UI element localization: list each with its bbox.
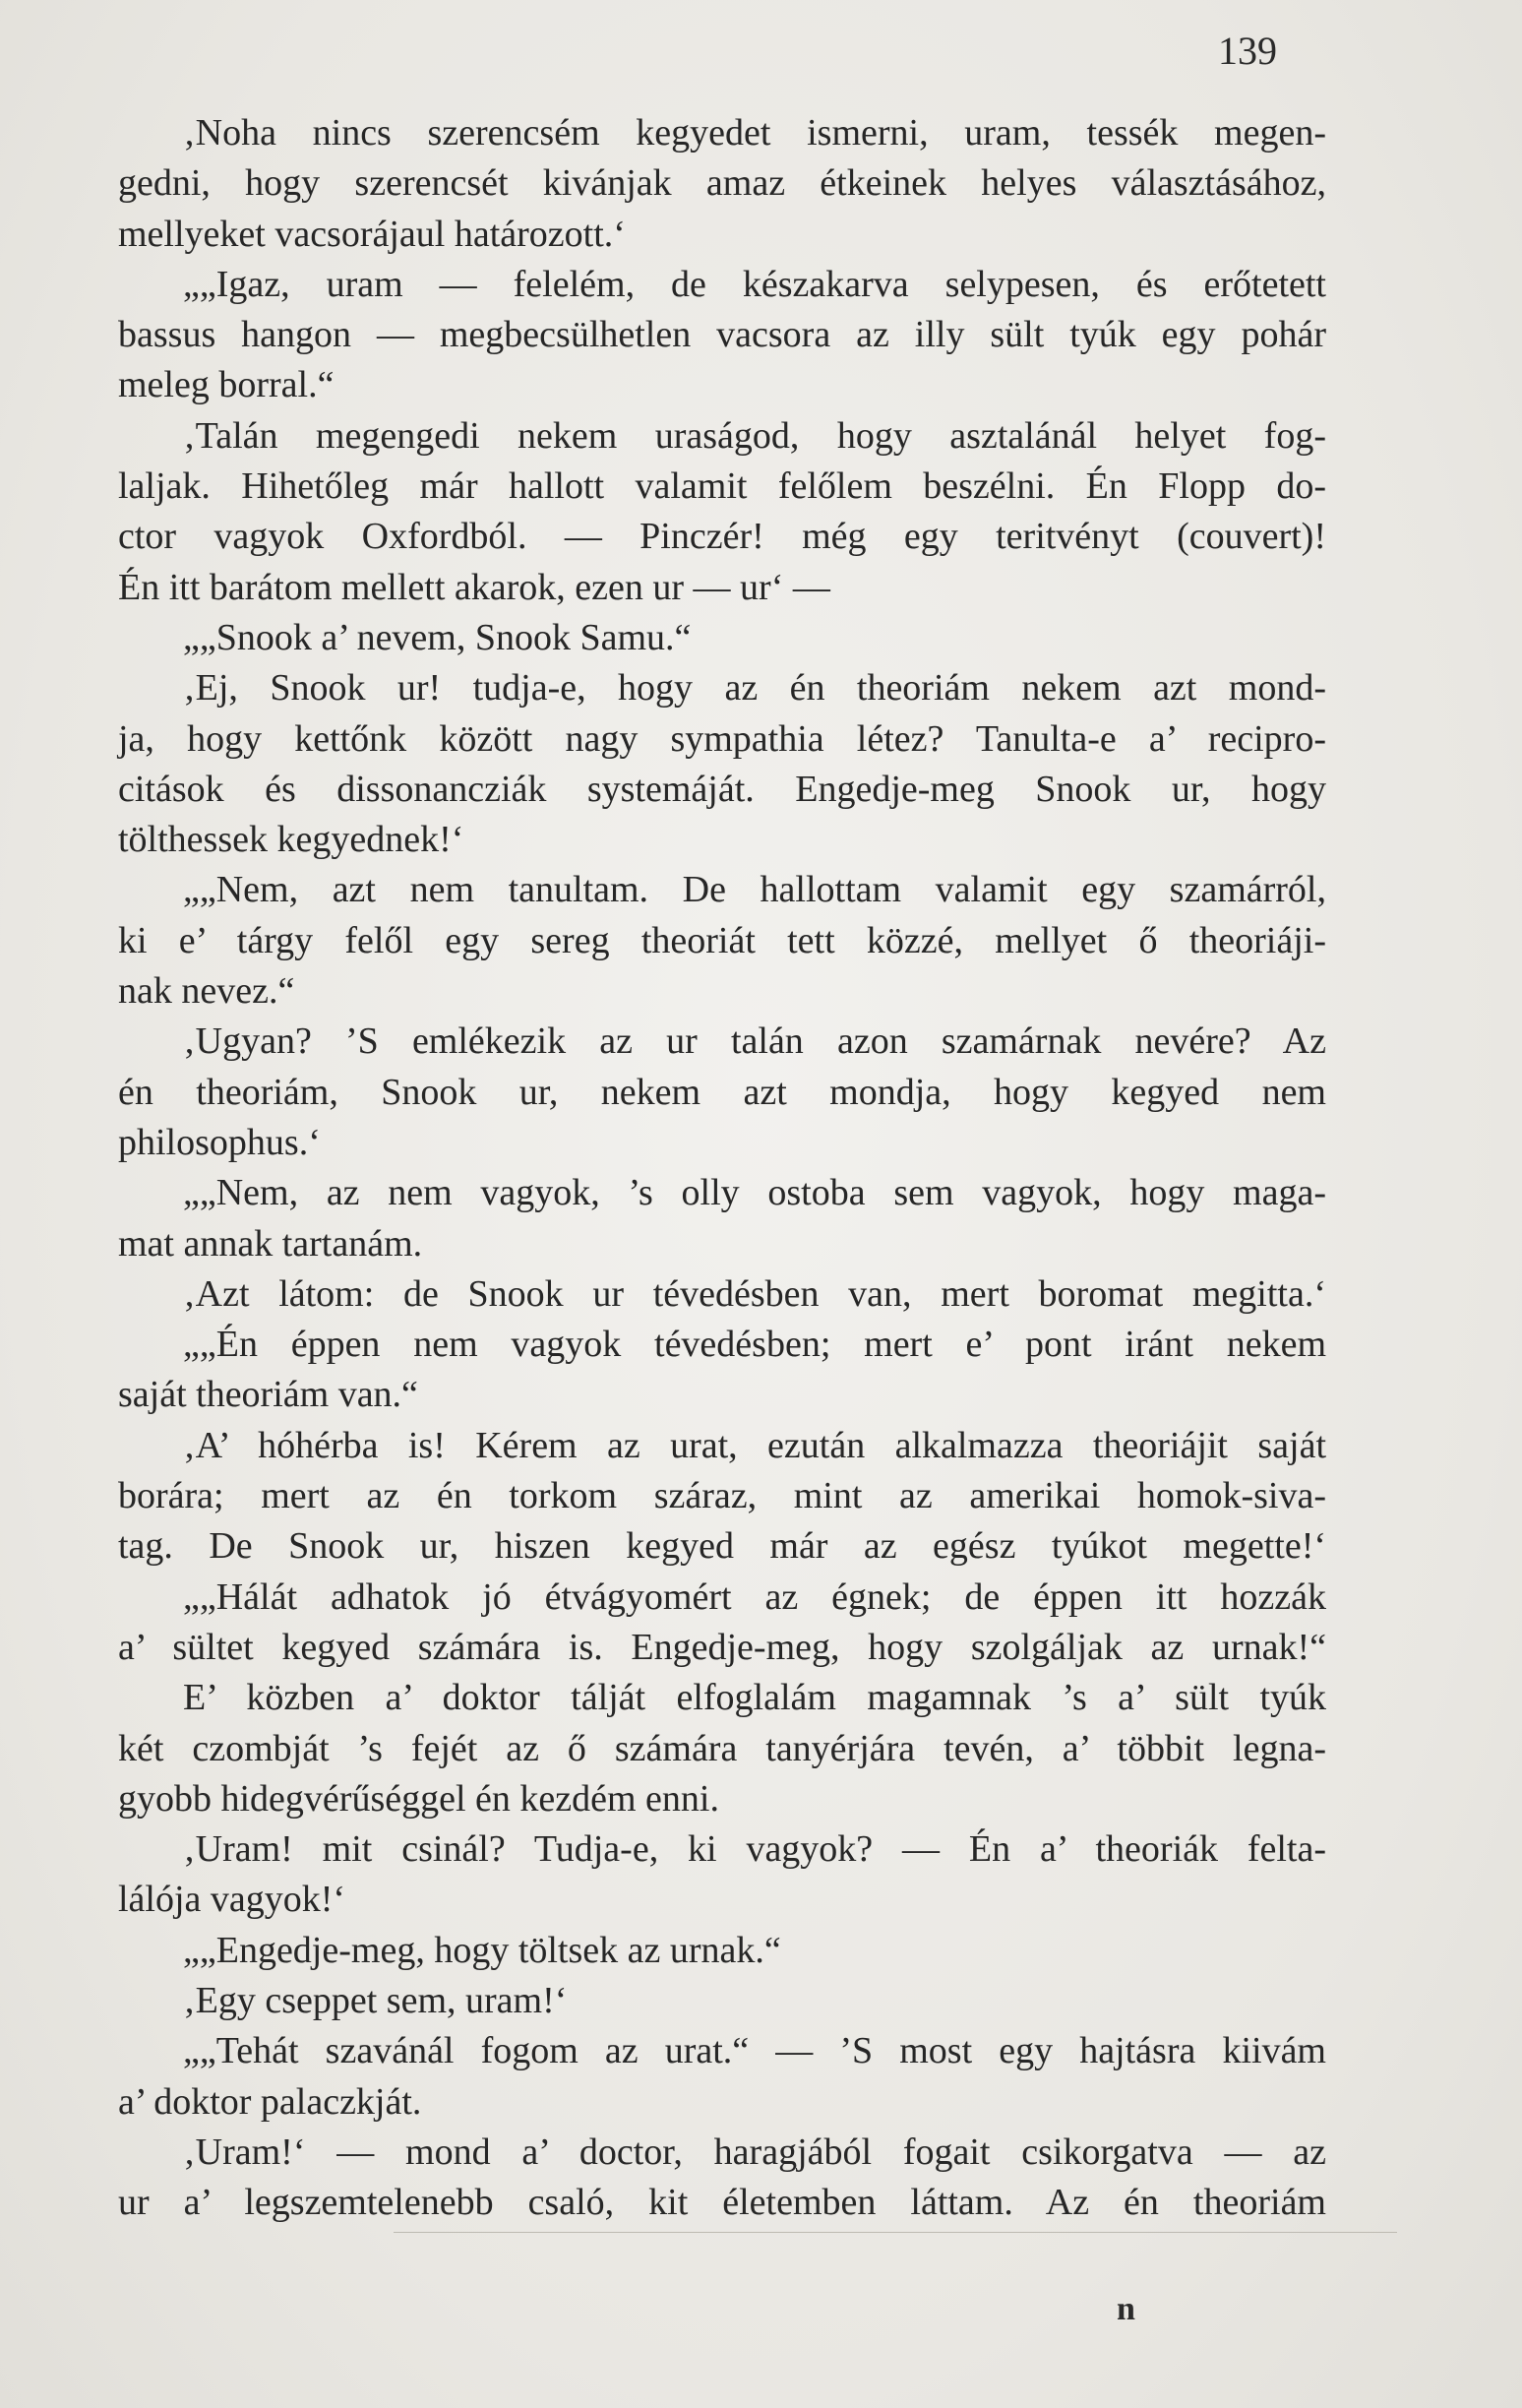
text-line: bassus hangon — megbecsülhetlen vacsora az illy sült tyúk egy pohár xyxy=(118,314,1326,356)
text-line: tölthessek kegyednek!‘ xyxy=(118,819,464,861)
page-number: 139 xyxy=(1218,29,1277,73)
text-line: a’ doktor palaczkját. xyxy=(118,2080,422,2123)
text-line: ur a’ legszemtelenebb csaló, kit életemben láttam. Az én theoriám xyxy=(118,2182,1326,2224)
text-line: mellyeket vacsorájaul határozott.‘ xyxy=(118,213,626,255)
text-line: két czombját ’s fejét az ő számára tanyérjára tevén, a’ többit legna- xyxy=(118,1727,1326,1769)
text-line: ‚Egy cseppet sem, uram!‘ xyxy=(183,1979,568,2021)
text-line: ‚Ej, Snook ur! tudja-e, hogy az én theoriám nekem azt mond- xyxy=(183,667,1326,710)
text-line: saját theoriám van.“ xyxy=(118,1374,418,1416)
text-line: „„Hálát adhatok jó étvágyomért az égnek; de éppen itt hozzák xyxy=(183,1575,1326,1618)
text-line: gedni, hogy szerencsét kivánjak amaz étkeinek helyes választásához, xyxy=(118,162,1326,205)
text-line: ‚Noha nincs szerencsém kegyedet ismerni, uram, tessék megen- xyxy=(183,112,1326,154)
text-line: „„Engedje-meg, hogy töltsek az urnak.“ xyxy=(183,1929,781,1971)
text-line: borára; mert az én torkom száraz, mint az amerikai homok-siva- xyxy=(118,1475,1326,1517)
text-line: én theoriám, Snook ur, nekem azt mondja, hogy kegyed nem xyxy=(118,1071,1326,1113)
footer-signature-mark: n xyxy=(1117,2291,1135,2327)
text-line: „„Én éppen nem vagyok tévedésben; mert e’ pont iránt nekem xyxy=(183,1324,1326,1366)
text-line: tag. De Snook ur, hiszen kegyed már az egész tyúkot megette!‘ xyxy=(118,1525,1326,1568)
text-line: „„Nem, azt nem tanultam. De hallottam valamit egy szamárról, xyxy=(183,869,1326,911)
text-line: „„Tehát szavánál fogom az urat.“ — ’S most egy hajtásra kiivám xyxy=(183,2030,1326,2072)
text-line: citások és dissonancziák systemáját. Engedje-meg Snook ur, hogy xyxy=(118,768,1326,810)
text-line: a’ sültet kegyed számára is. Engedje-meg, hogy szolgáljak az urnak!“ xyxy=(118,1626,1326,1668)
text-line: ‚Uram!‘ — mond a’ doctor, haragjából fogait csikorgatva — az xyxy=(183,2130,1326,2173)
text-line: ‚Ugyan? ’S emlékezik az ur talán azon szamárnak nevére? Az xyxy=(183,1020,1326,1063)
text-line: ‚A’ hóhérba is! Kérem az urat, ezután alkalmazza theoriájit saját xyxy=(183,1424,1326,1466)
text-line: ‚Uram! mit csinál? Tudja-e, ki vagyok? — Én a’ theoriák felta- xyxy=(183,1828,1326,1871)
text-line: mat annak tartanám. xyxy=(118,1222,423,1265)
text-line: „„Igaz, uram — felelém, de készakarva selypesen, és erőtetett xyxy=(183,263,1326,305)
text-line: nak nevez.“ xyxy=(118,970,295,1013)
text-line: ja, hogy kettőnk között nagy sympathia létez? Tanulta-e a’ recipro- xyxy=(118,717,1326,760)
bleed-through-rule xyxy=(394,2232,1397,2233)
text-line: ki e’ tárgy felől egy sereg theoriát tett közzé, mellyet ő theoriáji- xyxy=(118,919,1326,961)
text-line: ctor vagyok Oxfordból. — Pinczér! még egy teritvényt (couvert)! xyxy=(118,516,1326,558)
text-line: ‚Talán megengedi nekem uraságod, hogy asztalánál helyet fog- xyxy=(183,414,1326,457)
text-line: „„Nem, az nem vagyok, ’s olly ostoba sem vagyok, hogy maga- xyxy=(183,1172,1326,1214)
text-line: laljak. Hihetőleg már hallott valamit felőlem beszélni. Én Flopp do- xyxy=(118,465,1326,508)
text-line: meleg borral.“ xyxy=(118,364,335,406)
text-line: Én itt barátom mellett akarok, ezen ur — ur‘ — xyxy=(118,566,830,608)
text-line: „„Snook a’ nevem, Snook Samu.“ xyxy=(183,616,692,658)
text-line: gyobb hidegvérűséggel én kezdém enni. xyxy=(118,1777,719,1820)
text-line: philosophus.‘ xyxy=(118,1121,321,1163)
body-text xyxy=(118,108,1326,2228)
text-line: ‚Azt látom: de Snook ur tévedésben van, mert boromat megitta.‘ xyxy=(183,1272,1326,1315)
text-line: lálója vagyok!‘ xyxy=(118,1879,346,1921)
text-line: E’ közben a’ doktor tálját elfoglalám magamnak ’s a’ sült tyúk xyxy=(183,1677,1326,1719)
